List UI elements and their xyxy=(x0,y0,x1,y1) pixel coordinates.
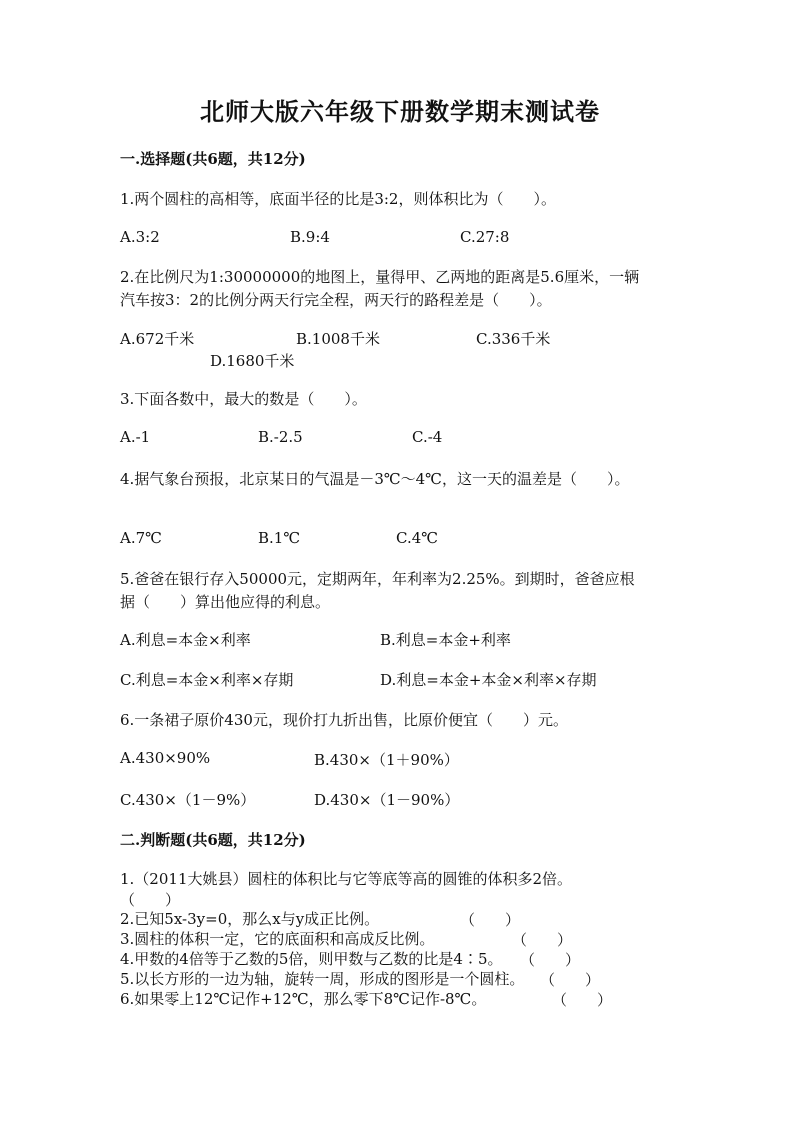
question-3: 3.下面各数中，最大的数是（ ）。 xyxy=(120,390,367,408)
question-6: 6.一条裙子原价430元，现价打九折出售，比原价便宜（ ）元。 xyxy=(120,711,568,729)
judgement-4-answer-blank: （ ） xyxy=(520,951,581,969)
judgement-1-answer-blank: （ ） xyxy=(120,891,181,909)
q5-option-a: A.利息=本金×利率 xyxy=(120,631,251,649)
question-2-line1: 2.在比例尺为1:30000000的地图上，量得甲、乙两地的距离是5.6厘米，一辆 xyxy=(120,268,640,286)
question-5-line1: 5.爸爸在银行存入50000元，定期两年，年利率为2.25%。到期时，爸爸应根 xyxy=(120,570,635,588)
q6-option-d: D.430×（1－90%） xyxy=(314,791,460,809)
section-heading-judgement: 二.判断题(共6题，共12分) xyxy=(120,831,306,849)
judgement-6: 6.如果零上12℃记作+12℃，那么零下8℃记作-8℃。 xyxy=(120,990,487,1008)
q1-option-a: A.3:2 xyxy=(120,228,160,246)
q5-option-b: B.利息=本金+利率 xyxy=(380,631,511,649)
q1-option-b: B.9:4 xyxy=(290,228,330,246)
q5-option-d: D.利息=本金+本金×利率×存期 xyxy=(380,671,597,689)
question-5-line2: 据（ ）算出他应得的利息。 xyxy=(120,593,331,611)
q3-option-a: A.-1 xyxy=(120,428,151,446)
q3-option-c: C.-4 xyxy=(412,428,443,446)
question-4: 4.据气象台预报，北京某日的气温是－3℃～4℃，这一天的温差是（ ）。 xyxy=(120,470,630,488)
q5-option-c: C.利息=本金×利率×存期 xyxy=(120,671,294,689)
judgement-2-answer-blank: （ ） xyxy=(460,911,521,929)
judgement-1: 1.（2011大姚县）圆柱的体积比与它等底等高的圆锥的体积多2倍。 xyxy=(120,870,573,888)
judgement-6-answer-blank: （ ） xyxy=(552,991,613,1009)
q2-option-a: A.672千米 xyxy=(120,330,195,348)
q2-option-b: B.1008千米 xyxy=(296,330,380,348)
judgement-2: 2.已知5x-3y=0，那么x与y成正比例。 xyxy=(120,910,380,928)
judgement-3-answer-blank: （ ） xyxy=(512,931,573,949)
q4-option-c: C.4℃ xyxy=(396,529,439,547)
q6-option-b: B.430×（1＋90%） xyxy=(314,751,459,769)
judgement-3: 3.圆柱的体积一定，它的底面积和高成反比例。 xyxy=(120,930,435,948)
judgement-5: 5.以长方形的一边为轴，旋转一周，形成的图形是一个圆柱。 xyxy=(120,970,525,988)
q6-option-c: C.430×（1－9%） xyxy=(120,791,256,809)
question-2-line2: 汽车按3：2的比例分两天行完全程，两天行的路程差是（ ）。 xyxy=(120,291,552,309)
q2-option-c: C.336千米 xyxy=(476,330,551,348)
section-heading-choice: 一.选择题(共6题，共12分) xyxy=(120,150,306,168)
question-1: 1.两个圆柱的高相等，底面半径的比是3:2，则体积比为（ ）。 xyxy=(120,190,556,208)
q4-option-a: A.7℃ xyxy=(120,529,162,547)
q1-option-c: C.27:8 xyxy=(460,228,510,246)
q2-option-d: D.1680千米 xyxy=(210,352,295,370)
q6-option-a: A.430×90% xyxy=(120,749,211,767)
judgement-4: 4.甲数的4倍等于乙数的5倍，则甲数与乙数的比是4∶5。 xyxy=(120,950,503,968)
page-title: 北师大版六年级下册数学期末测试卷 xyxy=(200,97,600,126)
q3-option-b: B.-2.5 xyxy=(258,428,303,446)
q4-option-b: B.1℃ xyxy=(258,529,301,547)
judgement-5-answer-blank: （ ） xyxy=(540,971,601,989)
